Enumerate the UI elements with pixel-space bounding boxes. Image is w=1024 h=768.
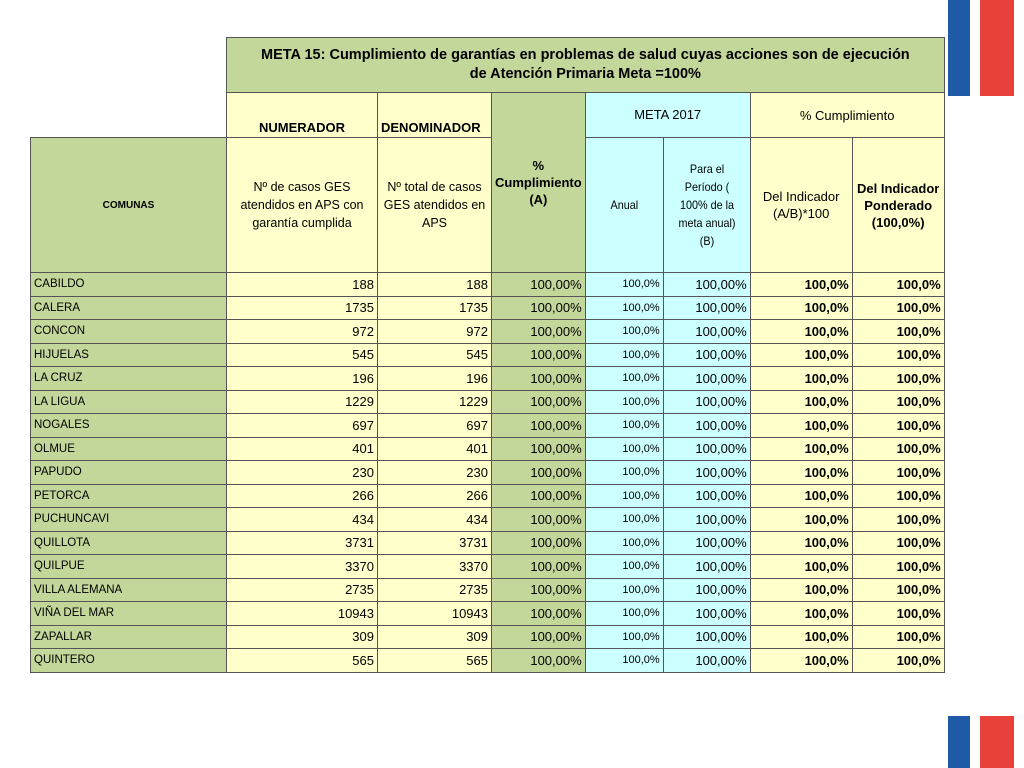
table-row [31, 649, 945, 673]
table-body [31, 273, 945, 673]
cell-anual: 100,0% [585, 555, 663, 579]
meta-15-table [30, 37, 945, 673]
cell-cumplimiento: 100,00% [492, 555, 586, 579]
cell-denominador: 401 [378, 437, 492, 461]
cell-comuna: NOGALES [31, 414, 227, 438]
cell-periodo: 100,00% [663, 578, 750, 602]
header-para-periodo-text: Para el Período ( 100% de la meta anual) (B) [678, 162, 736, 248]
cell-ponderado: 100,0% [852, 437, 944, 461]
table-row [31, 602, 945, 626]
cell-ponderado: 100,0% [852, 484, 944, 508]
cell-comuna: ZAPALLAR [31, 625, 227, 649]
cell-denominador: 1229 [378, 390, 492, 414]
cell-numerador: 972 [227, 320, 378, 344]
cell-denominador: 3370 [378, 555, 492, 579]
cell-cumplimiento: 100,00% [492, 320, 586, 344]
cell-numerador: 230 [227, 461, 378, 485]
cell-periodo: 100,00% [663, 343, 750, 367]
cell-indicador: 100,0% [750, 555, 852, 579]
cell-cumplimiento: 100,00% [492, 390, 586, 414]
cell-cumplimiento: 100,00% [492, 649, 586, 673]
cell-numerador: 3731 [227, 531, 378, 555]
cell-anual: 100,0% [585, 508, 663, 532]
cell-anual: 100,0% [585, 273, 663, 297]
cell-comuna: PAPUDO [31, 461, 227, 485]
cell-cumplimiento: 100,00% [492, 461, 586, 485]
cell-indicador: 100,0% [750, 437, 852, 461]
cell-anual: 100,0% [585, 531, 663, 555]
cell-comuna: VILLA ALEMANA [31, 578, 227, 602]
cell-cumplimiento: 100,00% [492, 273, 586, 297]
table-row [31, 296, 945, 320]
cell-ponderado: 100,0% [852, 625, 944, 649]
cell-cumplimiento: 100,00% [492, 343, 586, 367]
cell-numerador: 545 [227, 343, 378, 367]
header-pct-cumplimiento: % Cumplimiento [750, 93, 944, 138]
cell-ponderado: 100,0% [852, 578, 944, 602]
cell-cumplimiento: 100,00% [492, 367, 586, 391]
title-line-1: META 15: Cumplimiento de garantías en problemas de salud cuyas acciones son de ejecución [261, 47, 910, 63]
blank-corner [31, 38, 227, 93]
cell-ponderado: 100,0% [852, 531, 944, 555]
cell-denominador: 188 [378, 273, 492, 297]
table-row [31, 555, 945, 579]
cell-cumplimiento: 100,00% [492, 437, 586, 461]
cell-periodo: 100,00% [663, 273, 750, 297]
cell-ponderado: 100,0% [852, 555, 944, 579]
cell-numerador: 401 [227, 437, 378, 461]
cell-indicador: 100,0% [750, 320, 852, 344]
cell-anual: 100,0% [585, 484, 663, 508]
cell-ponderado: 100,0% [852, 390, 944, 414]
cell-comuna: QUILPUE [31, 555, 227, 579]
cell-numerador: 10943 [227, 602, 378, 626]
header-anual-text: Anual [610, 198, 638, 212]
cell-indicador: 100,0% [750, 390, 852, 414]
cell-ponderado: 100,0% [852, 320, 944, 344]
cell-numerador: 2735 [227, 578, 378, 602]
flag-decoration-top [948, 0, 1014, 96]
cell-periodo: 100,00% [663, 649, 750, 673]
cell-comuna: QUINTERO [31, 649, 227, 673]
cell-periodo: 100,00% [663, 390, 750, 414]
header-comunas: COMUNAS [31, 138, 227, 273]
cell-comuna: LA LIGUA [31, 390, 227, 414]
table-row [31, 484, 945, 508]
cell-denominador: 266 [378, 484, 492, 508]
cell-comuna: CABILDO [31, 273, 227, 297]
cell-indicador: 100,0% [750, 461, 852, 485]
cell-numerador: 309 [227, 625, 378, 649]
table-row [31, 367, 945, 391]
header-denominador: DENOMINADOR [378, 93, 492, 138]
cell-comuna: VIÑA DEL MAR [31, 602, 227, 626]
cell-ponderado: 100,0% [852, 414, 944, 438]
cell-comuna: PUCHUNCAVI [31, 508, 227, 532]
cell-cumplimiento: 100,00% [492, 625, 586, 649]
cell-indicador: 100,0% [750, 296, 852, 320]
header-del-indicador: Del Indicador (A/B)*100 [750, 138, 852, 273]
cell-periodo: 100,00% [663, 484, 750, 508]
cell-ponderado: 100,0% [852, 602, 944, 626]
header-anual [585, 138, 663, 273]
cell-anual: 100,0% [585, 649, 663, 673]
cell-denominador: 230 [378, 461, 492, 485]
cell-comuna: CALERA [31, 296, 227, 320]
cell-anual: 100,0% [585, 602, 663, 626]
cell-indicador: 100,0% [750, 625, 852, 649]
cell-denominador: 697 [378, 414, 492, 438]
cell-periodo: 100,00% [663, 625, 750, 649]
cell-denominador: 10943 [378, 602, 492, 626]
cell-periodo: 100,00% [663, 531, 750, 555]
cell-indicador: 100,0% [750, 484, 852, 508]
cell-periodo: 100,00% [663, 367, 750, 391]
cell-periodo: 100,00% [663, 437, 750, 461]
table-row [31, 625, 945, 649]
table-row [31, 531, 945, 555]
cell-anual: 100,0% [585, 437, 663, 461]
table-row [31, 390, 945, 414]
cell-anual: 100,0% [585, 320, 663, 344]
cell-anual: 100,0% [585, 390, 663, 414]
cell-anual: 100,0% [585, 414, 663, 438]
cell-periodo: 100,00% [663, 602, 750, 626]
title-line-2: de Atención Primaria Meta =100% [469, 66, 701, 82]
cell-cumplimiento: 100,00% [492, 578, 586, 602]
cell-indicador: 100,0% [750, 531, 852, 555]
cell-cumplimiento: 100,00% [492, 602, 586, 626]
cell-ponderado: 100,0% [852, 367, 944, 391]
cell-periodo: 100,00% [663, 320, 750, 344]
cell-cumplimiento: 100,00% [492, 296, 586, 320]
cell-anual: 100,0% [585, 625, 663, 649]
cell-ponderado: 100,0% [852, 649, 944, 673]
header-pct-cumplimiento-a: % Cumplimiento (A) [492, 93, 586, 273]
cell-anual: 100,0% [585, 367, 663, 391]
cell-periodo: 100,00% [663, 414, 750, 438]
cell-denominador: 196 [378, 367, 492, 391]
cell-numerador: 3370 [227, 555, 378, 579]
header-para-periodo [663, 138, 750, 273]
cell-numerador: 697 [227, 414, 378, 438]
table-title [227, 38, 945, 93]
cell-indicador: 100,0% [750, 508, 852, 532]
cell-indicador: 100,0% [750, 578, 852, 602]
cell-indicador: 100,0% [750, 367, 852, 391]
cell-cumplimiento: 100,00% [492, 531, 586, 555]
cell-numerador: 188 [227, 273, 378, 297]
cell-indicador: 100,0% [750, 649, 852, 673]
cell-denominador: 2735 [378, 578, 492, 602]
cell-ponderado: 100,0% [852, 343, 944, 367]
table-row [31, 461, 945, 485]
cell-ponderado: 100,0% [852, 461, 944, 485]
header-num-desc: Nº de casos GES atendidos en APS con garantía cumplida [227, 138, 378, 273]
cell-numerador: 196 [227, 367, 378, 391]
cell-denominador: 565 [378, 649, 492, 673]
header-den-desc: Nº total de casos GES atendidos en APS [378, 138, 492, 273]
table-row [31, 508, 945, 532]
cell-comuna: CONCON [31, 320, 227, 344]
cell-indicador: 100,0% [750, 414, 852, 438]
cell-periodo: 100,00% [663, 296, 750, 320]
flag-decoration-bottom [948, 716, 1014, 768]
table-row [31, 578, 945, 602]
table-row [31, 320, 945, 344]
blank-corner [31, 93, 227, 138]
cell-denominador: 972 [378, 320, 492, 344]
header-numerador: NUMERADOR [227, 93, 378, 138]
cell-denominador: 3731 [378, 531, 492, 555]
cell-anual: 100,0% [585, 578, 663, 602]
cell-anual: 100,0% [585, 343, 663, 367]
table-row [31, 437, 945, 461]
cell-cumplimiento: 100,00% [492, 484, 586, 508]
cell-comuna: QUILLOTA [31, 531, 227, 555]
cell-periodo: 100,00% [663, 508, 750, 532]
cell-numerador: 565 [227, 649, 378, 673]
cell-indicador: 100,0% [750, 602, 852, 626]
cell-denominador: 434 [378, 508, 492, 532]
header-meta-2017: META 2017 [585, 93, 750, 138]
table-row [31, 414, 945, 438]
cell-anual: 100,0% [585, 461, 663, 485]
cell-denominador: 309 [378, 625, 492, 649]
cell-ponderado: 100,0% [852, 273, 944, 297]
cell-comuna: PETORCA [31, 484, 227, 508]
cell-denominador: 1735 [378, 296, 492, 320]
cell-numerador: 1735 [227, 296, 378, 320]
cell-indicador: 100,0% [750, 343, 852, 367]
cell-ponderado: 100,0% [852, 296, 944, 320]
table-row [31, 273, 945, 297]
cell-indicador: 100,0% [750, 273, 852, 297]
cell-numerador: 266 [227, 484, 378, 508]
cell-numerador: 434 [227, 508, 378, 532]
cell-cumplimiento: 100,00% [492, 508, 586, 532]
cell-cumplimiento: 100,00% [492, 414, 586, 438]
header-del-indicador-ponderado: Del Indicador Ponderado (100,0%) [852, 138, 944, 273]
table-row [31, 343, 945, 367]
cell-comuna: HIJUELAS [31, 343, 227, 367]
cell-periodo: 100,00% [663, 555, 750, 579]
cell-periodo: 100,00% [663, 461, 750, 485]
cell-numerador: 1229 [227, 390, 378, 414]
cell-comuna: LA CRUZ [31, 367, 227, 391]
cell-comuna: OLMUE [31, 437, 227, 461]
cell-anual: 100,0% [585, 296, 663, 320]
cell-denominador: 545 [378, 343, 492, 367]
cell-ponderado: 100,0% [852, 508, 944, 532]
